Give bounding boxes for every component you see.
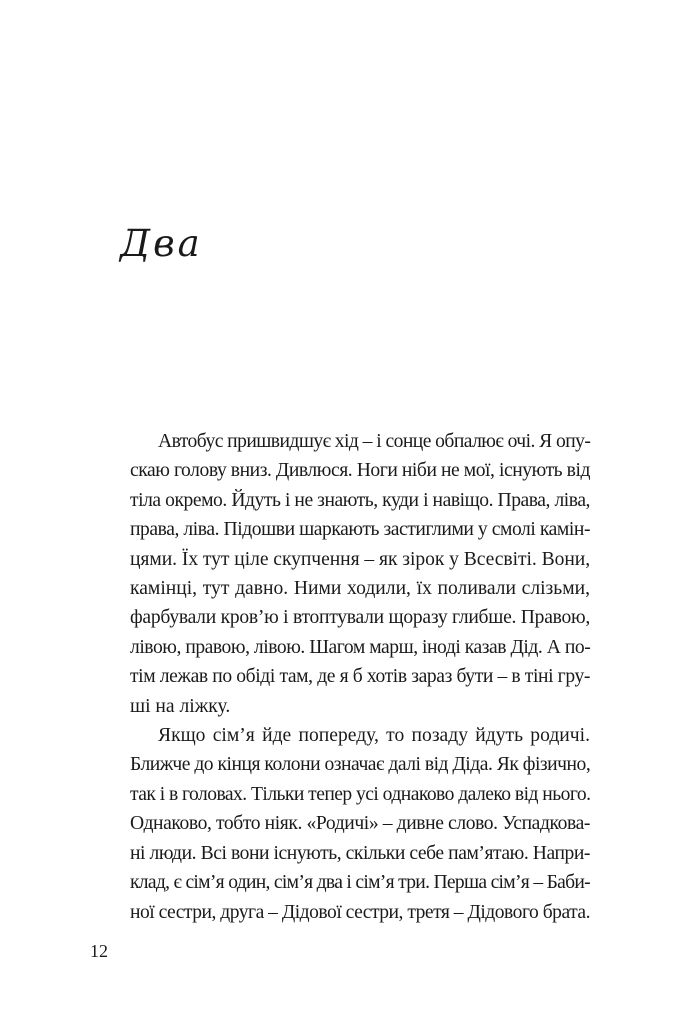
chapter-title: Два	[120, 222, 203, 265]
text-line: фарбували кров’ю і втоптували щоразу глибше. Правою,	[130, 607, 590, 629]
text-line: так і в головах. Тільки тепер усі однаково далеко від нього.	[130, 783, 591, 805]
paragraph	[102, 721, 590, 927]
text-line: тіла окремо. Йдуть і не знають, куди і навіщо. Права, ліва,	[130, 489, 590, 511]
text-line: Однаково, тобто ніяк. «Родичі» – дивне слово. Успадкова-	[130, 813, 590, 835]
text-line: Автобус пришвидшує хід – і сонце обпалює очі. Я опу-	[158, 431, 591, 452]
text-line: ші на ліжку.	[130, 695, 231, 717]
text-line: Якщо сім’я йде попереду, то позаду йдуть родичі.	[158, 725, 590, 747]
text-line: скаю голову вниз. Дивлюся. Ноги ніби не мої, існують від	[130, 460, 590, 482]
text-line: лівою, правою, лівою. Шагом марш, іноді казав Дід. А по-	[130, 636, 591, 658]
text-line: клад, є сім’я один, сім’я два і сім’я три. Перша сім’я – Баби-	[130, 872, 590, 894]
paragraph	[102, 427, 590, 721]
text-line: ні люди. Всі вони існують, скільки себе пам’ятаю. Напри-	[130, 842, 590, 864]
text-line: Ближче до кінця колони означає далі від Діда. Як фізично,	[130, 754, 591, 776]
chapter-body	[102, 427, 590, 927]
page-number: 12	[90, 941, 108, 961]
text-line: ної сестри, друга – Дідової сестри, третя – Дідового брата.	[130, 901, 590, 923]
text-line: тім лежав по обіді там, де я б хотів зараз бути – в тіні гру-	[130, 666, 590, 688]
text-line: права, ліва. Підошви шаркають застиглими у смолі камін-	[130, 519, 591, 541]
text-line: цями. Їх тут ціле скупчення – як зірок у Всесвіті. Вони,	[130, 548, 591, 570]
text-line: камінці, тут давно. Ними ходили, їх поливали слізьми,	[130, 578, 590, 600]
